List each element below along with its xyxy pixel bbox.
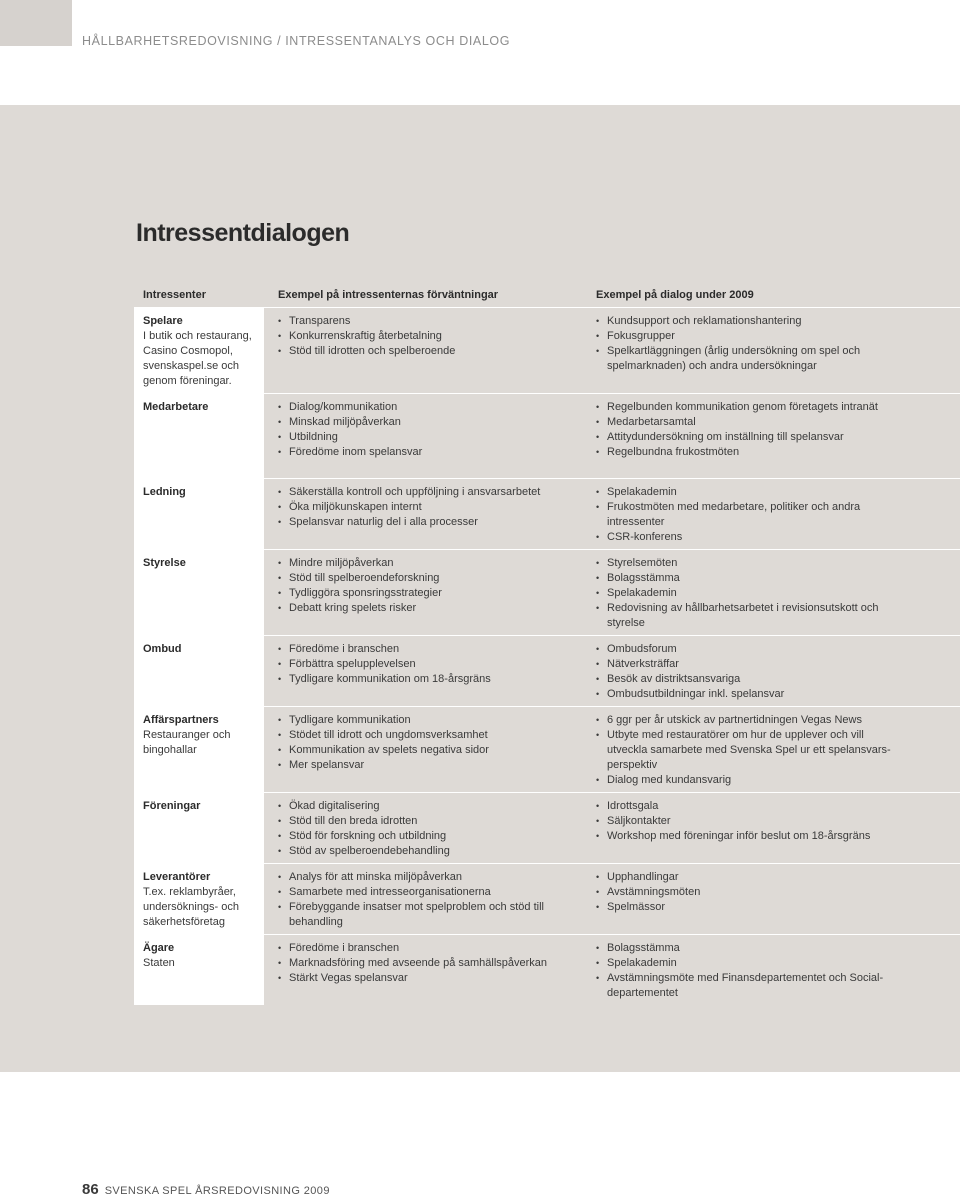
stakeholder-cell xyxy=(143,642,263,657)
dialog-item: • Nätverksträffar xyxy=(596,657,896,672)
expectation-item: • Analys för att minska miljöpåverkan xyxy=(278,870,568,885)
dialog-item: • Fokusgrupper xyxy=(596,329,896,344)
section-header: HÅLLBARHETSREDOVISNING / INTRESSENTANALYS OCH DIALOG xyxy=(82,34,511,48)
dialog-item: • Utbyte med restauratörer om hur de upplever och vill utveckla samarbete med Svenska Spel ur ett spelansvars-perspektiv xyxy=(596,728,896,773)
expectations-list xyxy=(278,799,568,859)
expectation-item: • Förbättra spelupplevelsen xyxy=(278,657,568,672)
dialog-list xyxy=(596,485,896,545)
stakeholder-cell xyxy=(143,485,263,500)
expectation-item: • Stödet till idrott och ungdomsverksamhet xyxy=(278,728,568,743)
row-separator xyxy=(134,706,960,707)
row-separator xyxy=(134,393,960,394)
stakeholder-cell xyxy=(143,941,263,971)
dialog-item: • Ombudsutbildningar inkl. spelansvar xyxy=(596,687,896,702)
expectation-item: • Konkurrenskraftig återbetalning xyxy=(278,329,568,344)
dialog-list xyxy=(596,799,896,844)
expectation-item: • Tydliggöra sponsringsstrategier xyxy=(278,586,568,601)
expectations-list xyxy=(278,485,568,530)
stakeholder-cell xyxy=(143,799,263,814)
stakeholder-cell xyxy=(143,870,263,930)
expectation-item: • Ökad digitalisering xyxy=(278,799,568,814)
expectation-item: • Spelansvar naturlig del i alla processer xyxy=(278,515,568,530)
dialog-item: • Idrottsgala xyxy=(596,799,896,814)
stakeholder-description: I butik och restaurang, xyxy=(143,330,252,342)
dialog-item: • 6 ggr per år utskick av partnertidningen Vegas News xyxy=(596,713,896,728)
expectations-list xyxy=(278,642,568,687)
dialog-item: • CSR-konferens xyxy=(596,530,896,545)
expectation-item: • Dialog/kommunikation xyxy=(278,400,568,415)
page-title: Intressentdialogen xyxy=(136,219,350,247)
dialog-item: • Styrelsemöten xyxy=(596,556,896,571)
expectation-item: • Minskad miljöpåverkan xyxy=(278,415,568,430)
dialog-item: • Besök av distriktsansvariga xyxy=(596,672,896,687)
dialog-list xyxy=(596,713,896,788)
expectation-item: • Föredöme i branschen xyxy=(278,941,568,956)
expectation-item: • Stärkt Vegas spelansvar xyxy=(278,971,568,986)
dialog-item: • Kundsupport och reklamationshantering xyxy=(596,314,896,329)
column-header-stakeholders: Intressenter xyxy=(143,289,206,301)
dialog-list xyxy=(596,314,896,374)
expectation-item: • Stöd för forskning och utbildning xyxy=(278,829,568,844)
stakeholder-cell xyxy=(143,556,263,571)
expectation-item: • Föredöme inom spelansvar xyxy=(278,445,568,460)
expectation-item: • Stöd till spelberoendeforskning xyxy=(278,571,568,586)
stakeholder-name: Medarbetare xyxy=(143,401,209,413)
stakeholder-description: säkerhetsföretag xyxy=(143,916,225,928)
expectation-item: • Marknadsföring med avseende på samhällspåverkan xyxy=(278,956,568,971)
dialog-item: • Avstämningsmöten xyxy=(596,885,896,900)
stakeholder-cell xyxy=(143,713,263,758)
row-separator xyxy=(134,307,960,308)
dialog-item: • Frukostmöten med medarbetare, politiker och andra intressenter xyxy=(596,500,896,530)
publication-title: SVENSKA SPEL ÅRSREDOVISNING 2009 xyxy=(104,1185,330,1197)
stakeholder-name: Spelare xyxy=(143,315,183,327)
row-separator xyxy=(134,478,960,479)
stakeholder-name: Föreningar xyxy=(143,800,201,812)
stakeholder-cell xyxy=(143,400,263,415)
expectation-item: • Stöd av spelberoendebehandling xyxy=(278,844,568,859)
page-number: 86 xyxy=(82,1181,99,1198)
row-separator xyxy=(134,792,960,793)
expectation-item: • Säkerställa kontroll och uppföljning i ansvarsarbetet xyxy=(278,485,568,500)
expectation-item: • Tydligare kommunikation om 18-årsgräns xyxy=(278,672,568,687)
dialog-item: • Workshop med föreningar inför beslut om 18-årsgräns xyxy=(596,829,896,844)
dialog-item: • Medarbetarsamtal xyxy=(596,415,896,430)
dialog-item: • Säljkontakter xyxy=(596,814,896,829)
stakeholder-name: Styrelse xyxy=(143,557,186,569)
dialog-item: • Avstämningsmöte med Finansdepartementet och Social-departementet xyxy=(596,971,896,1001)
stakeholder-description: undersöknings- och xyxy=(143,901,240,913)
dialog-item: • Ombudsforum xyxy=(596,642,896,657)
stakeholder-description: svenskaspel.se och xyxy=(143,360,239,372)
dialog-item: • Redovisning av hållbarhetsarbetet i revisionsutskott och styrelse xyxy=(596,601,896,631)
page-footer xyxy=(82,1181,330,1198)
dialog-list xyxy=(596,941,896,1001)
dialog-item: • Dialog med kundansvarig xyxy=(596,773,896,788)
stakeholder-name: Ombud xyxy=(143,643,182,655)
stakeholder-name: Ägare xyxy=(143,942,175,954)
stakeholder-description: genom föreningar. xyxy=(143,375,232,387)
dialog-item: • Spelakademin xyxy=(596,956,896,971)
stakeholder-name: Affärspartners xyxy=(143,714,219,726)
expectations-list xyxy=(278,941,568,986)
corner-tab xyxy=(0,0,72,46)
expectation-item: • Öka miljökunskapen internt xyxy=(278,500,568,515)
stakeholder-cell xyxy=(143,314,263,389)
expectation-item: • Föredöme i branschen xyxy=(278,642,568,657)
stakeholder-description: Casino Cosmopol, xyxy=(143,345,233,357)
expectation-item: • Kommunikation av spelets negativa sidor xyxy=(278,743,568,758)
dialog-item: • Spelakademin xyxy=(596,485,896,500)
expectations-list xyxy=(278,556,568,616)
stakeholder-description: Restauranger och xyxy=(143,729,231,741)
expectation-item: • Mindre miljöpåverkan xyxy=(278,556,568,571)
expectation-item: • Stöd till den breda idrotten xyxy=(278,814,568,829)
dialog-item: • Spelmässor xyxy=(596,900,896,915)
dialog-item: • Bolagsstämma xyxy=(596,941,896,956)
dialog-item: • Spelakademin xyxy=(596,586,896,601)
stakeholder-name: Leverantörer xyxy=(143,871,211,883)
column-header-expectations: Exempel på intressenternas förväntningar xyxy=(278,289,499,301)
dialog-item: • Regelbundna frukostmöten xyxy=(596,445,896,460)
dialog-list xyxy=(596,870,896,915)
expectations-list xyxy=(278,400,568,460)
expectations-list xyxy=(278,870,568,930)
stakeholder-name: Ledning xyxy=(143,486,186,498)
expectation-item: • Mer spelansvar xyxy=(278,758,568,773)
expectations-list xyxy=(278,713,568,773)
row-separator xyxy=(134,635,960,636)
row-separator xyxy=(134,549,960,550)
row-separator xyxy=(134,934,960,935)
dialog-list xyxy=(596,556,896,631)
stakeholder-description: bingohallar xyxy=(143,744,197,756)
column-header-dialog: Exempel på dialog under 2009 xyxy=(596,289,754,301)
expectation-item: • Transparens xyxy=(278,314,568,329)
dialog-item: • Bolagsstämma xyxy=(596,571,896,586)
dialog-list xyxy=(596,400,896,460)
stakeholder-description: T.ex. reklambyråer, xyxy=(143,886,236,898)
dialog-item: • Regelbunden kommunikation genom företagets intranät xyxy=(596,400,896,415)
expectations-list xyxy=(278,314,568,359)
expectation-item: • Stöd till idrotten och spelberoende xyxy=(278,344,568,359)
expectation-item: • Förebyggande insatser mot spelproblem och stöd till behandling xyxy=(278,900,568,930)
row-separator xyxy=(134,863,960,864)
expectation-item: • Debatt kring spelets risker xyxy=(278,601,568,616)
expectation-item: • Utbildning xyxy=(278,430,568,445)
stakeholder-description: Staten xyxy=(143,957,175,969)
expectation-item: • Tydligare kommunikation xyxy=(278,713,568,728)
dialog-item: • Attitydundersökning om inställning till spelansvar xyxy=(596,430,896,445)
dialog-item: • Spelkartläggningen (årlig undersökning om spel och spelmarknaden) och andra undersökningar xyxy=(596,344,896,374)
dialog-list xyxy=(596,642,896,702)
expectation-item: • Samarbete med intresseorganisationerna xyxy=(278,885,568,900)
dialog-item: • Upphandlingar xyxy=(596,870,896,885)
